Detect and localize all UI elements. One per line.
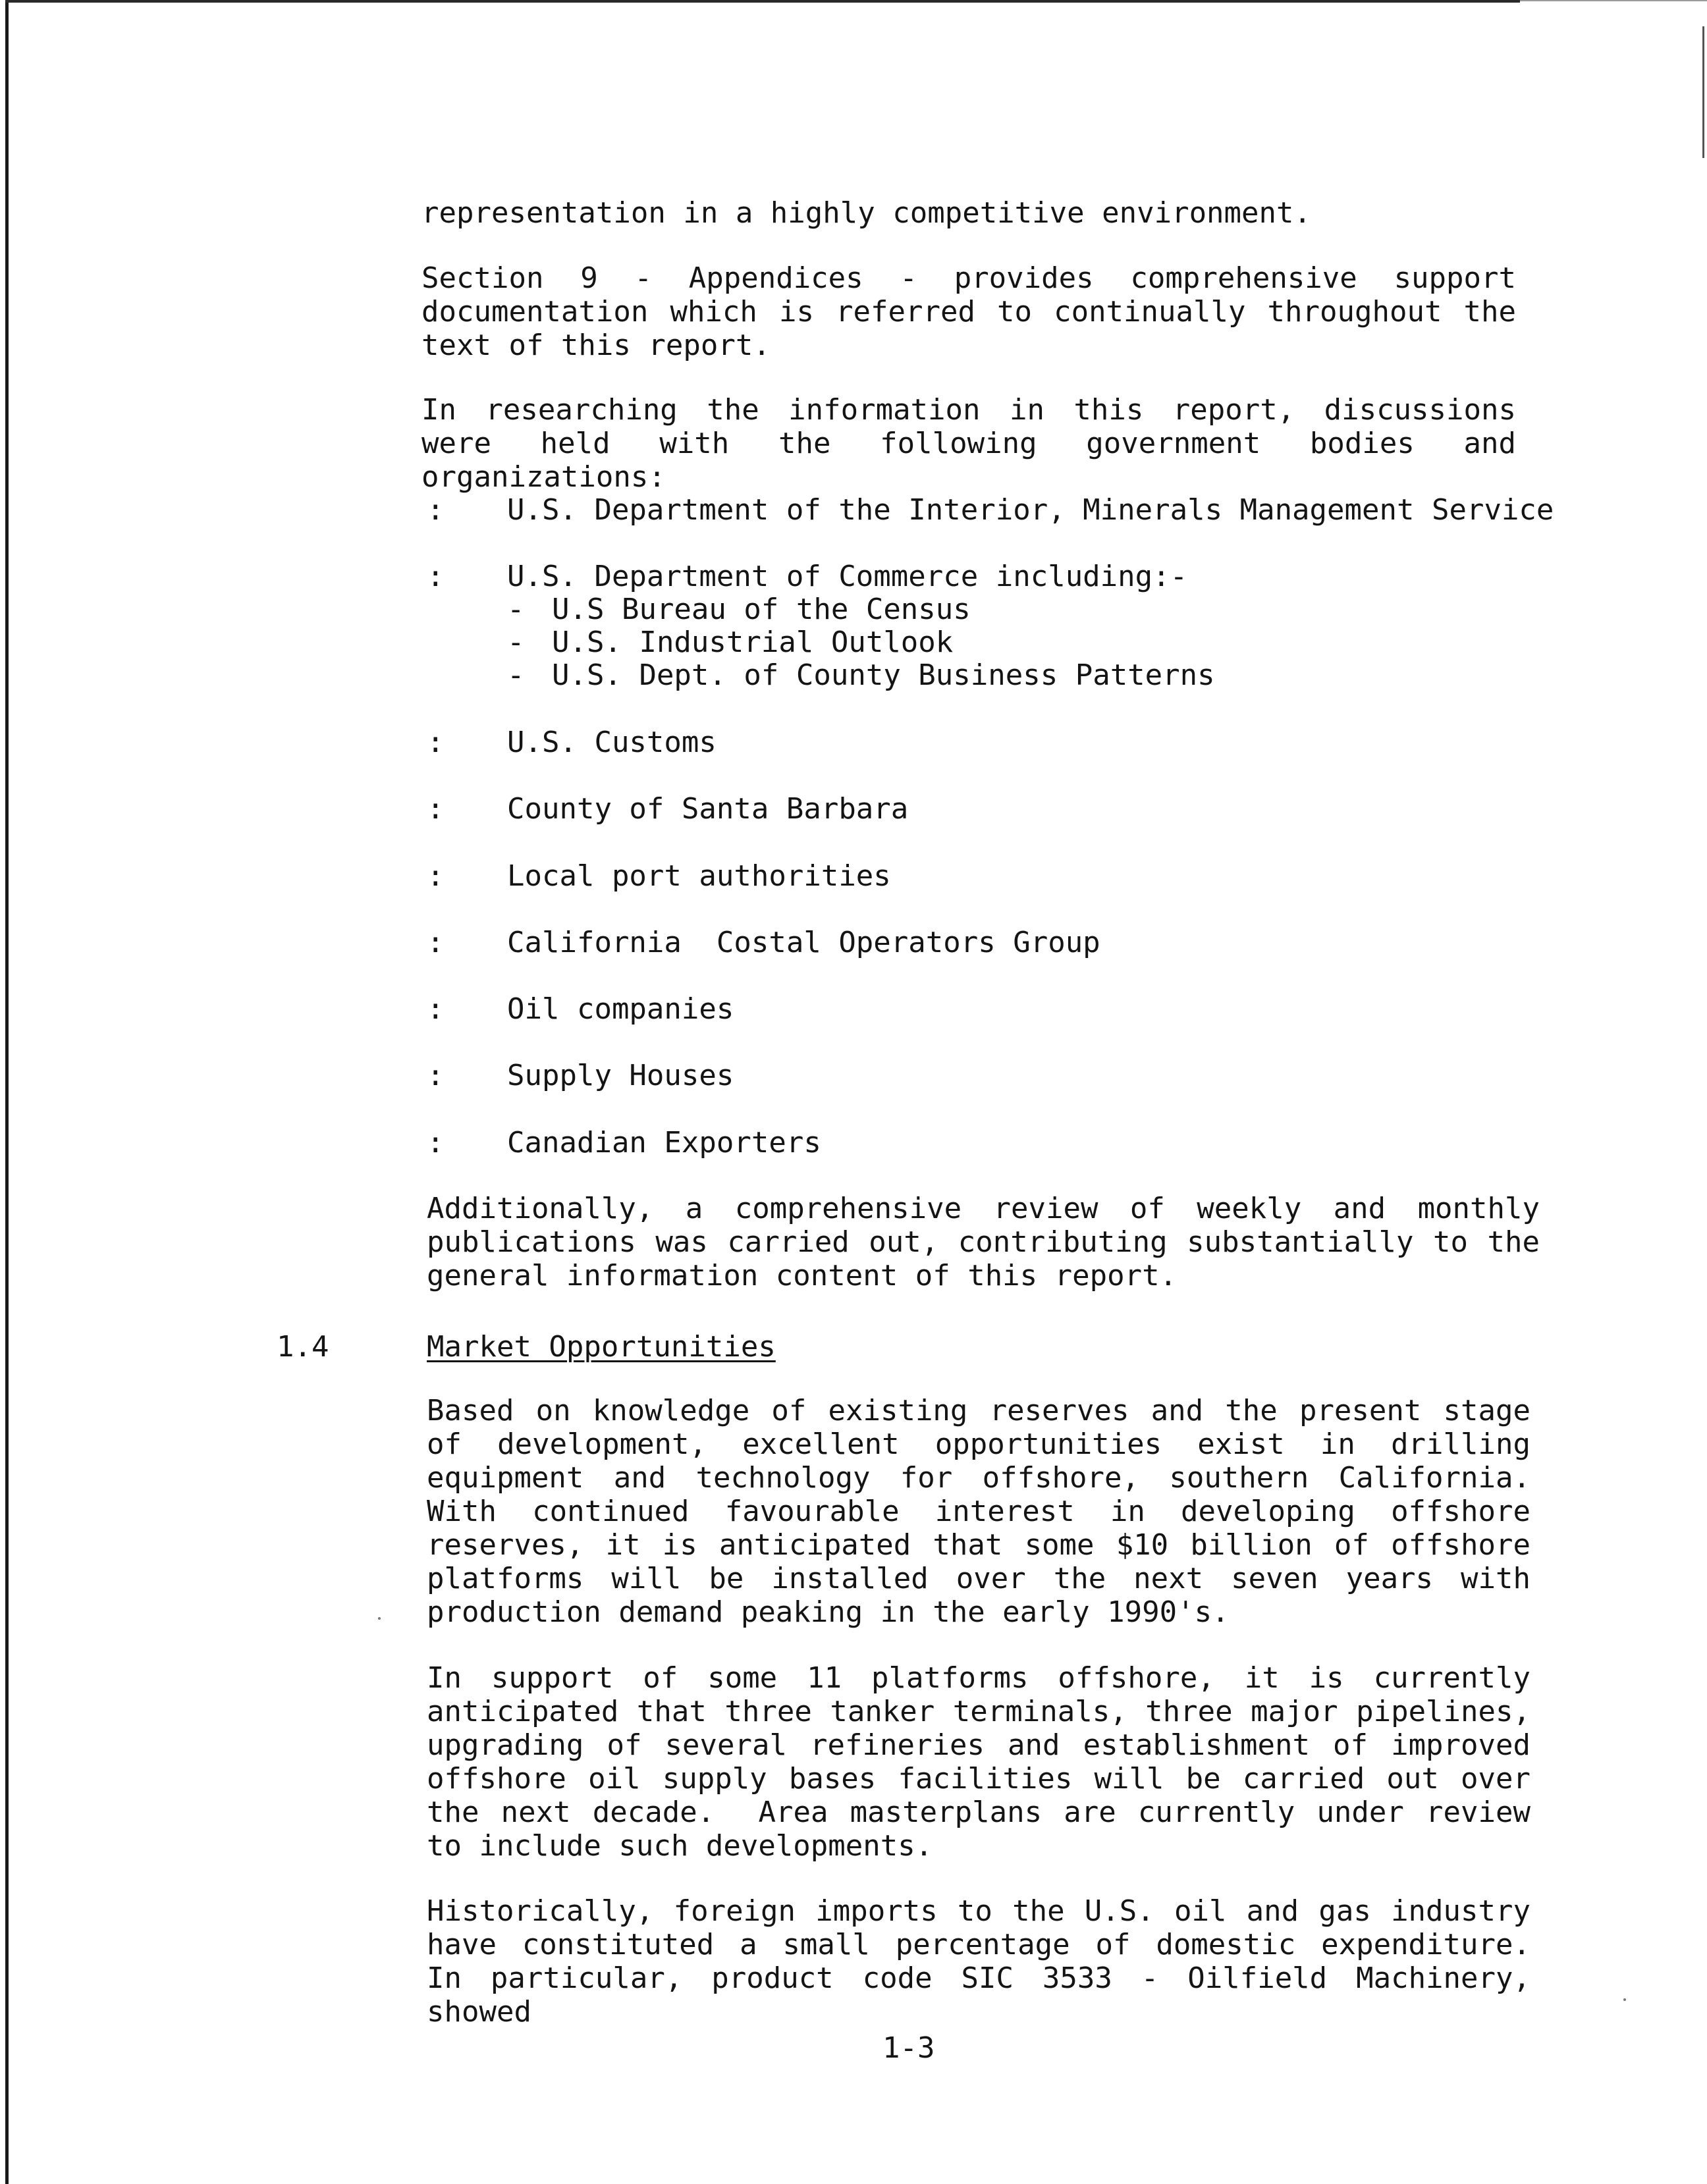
market-paragraph-1: Based on knowledge of existing reserves and the present stage of development, excellent opportunities exist in drilling equipment and technology for offshore, southern California. With continued favourable interest in developing offshore reserves, it is anticipated that some $10 billion of offshore platforms will be installed over the next seven years with production demand peaking in the early 1990's.: [427, 1394, 1531, 1629]
bullet-marker: :: [427, 726, 445, 759]
list-item-label: U.S. Department of Commerce including:-: [507, 560, 1188, 593]
bullet-marker: :: [427, 992, 445, 1026]
scan-speck: [378, 1617, 381, 1620]
scan-border-top: [5, 0, 1520, 3]
intro-line: representation in a highly competitive environment.: [421, 196, 1312, 230]
bullet-marker: :: [427, 1126, 445, 1159]
dash-marker: -: [507, 658, 525, 692]
market-paragraph-2: In support of some 11 platforms offshore, it is currently anticipated that three tanker terminals, three major pipelines, upgrading of several refineries and establishment of improved offshore oil supply bases facilities will be carried out over the next decade. Area masterplans are currently under review to include such developments.: [427, 1661, 1548, 1863]
scan-border-top-faint: [1520, 0, 1707, 1]
section9-paragraph: Section 9 - Appendices - provides comprehensive support documentation which is referred to continually throughout the text of this report.: [421, 261, 1516, 362]
section-number: 1.4: [277, 1330, 329, 1364]
bullet-marker: :: [427, 926, 445, 959]
dash-marker: -: [507, 626, 525, 659]
list-item-label: Canadian Exporters: [507, 1126, 821, 1159]
bullet-marker: :: [427, 859, 445, 893]
list-item-label: Local port authorities: [507, 859, 891, 893]
page-number: 1-3: [882, 2031, 935, 2065]
bullet-marker: :: [427, 493, 445, 527]
dash-marker: -: [507, 593, 525, 626]
additional-paragraph: Additionally, a comprehensive review of weekly and monthly publications was carried out, contributing substantially to the general information content of this report.: [427, 1192, 1540, 1292]
sub-list-item-label: U.S Bureau of the Census: [552, 593, 971, 626]
scan-border-left: [5, 3, 9, 2184]
bullet-marker: :: [427, 792, 445, 826]
market-paragraph-3: Historically, foreign imports to the U.S. oil and gas industry have constituted a small percentage of domestic expenditure. In particular, product code SIC 3533 - Oilfield Machinery, showed: [427, 1894, 1565, 2029]
list-item-label: Oil companies: [507, 992, 734, 1026]
list-item-label: County of Santa Barbara: [507, 792, 909, 826]
bullet-marker: :: [427, 560, 445, 593]
list-item-label: U.S. Customs: [507, 726, 717, 759]
sub-list-item-label: U.S. Dept. of County Business Patterns: [552, 658, 1215, 692]
list-item-label: Supply Houses: [507, 1059, 734, 1092]
scan-mark-right: [1702, 26, 1704, 158]
list-item-label: U.S. Department of the Interior, Minerals Management Service: [507, 493, 1554, 527]
list-item-label: California Costal Operators Group: [507, 926, 1100, 959]
section-heading: Market Opportunities: [427, 1330, 776, 1364]
research-paragraph: In researching the information in this report, discussions were held with the following government bodies and organizations:: [421, 393, 1516, 494]
scan-speck: [1623, 1998, 1626, 2001]
sub-list-item-label: U.S. Industrial Outlook: [552, 626, 954, 659]
bullet-marker: :: [427, 1059, 445, 1092]
